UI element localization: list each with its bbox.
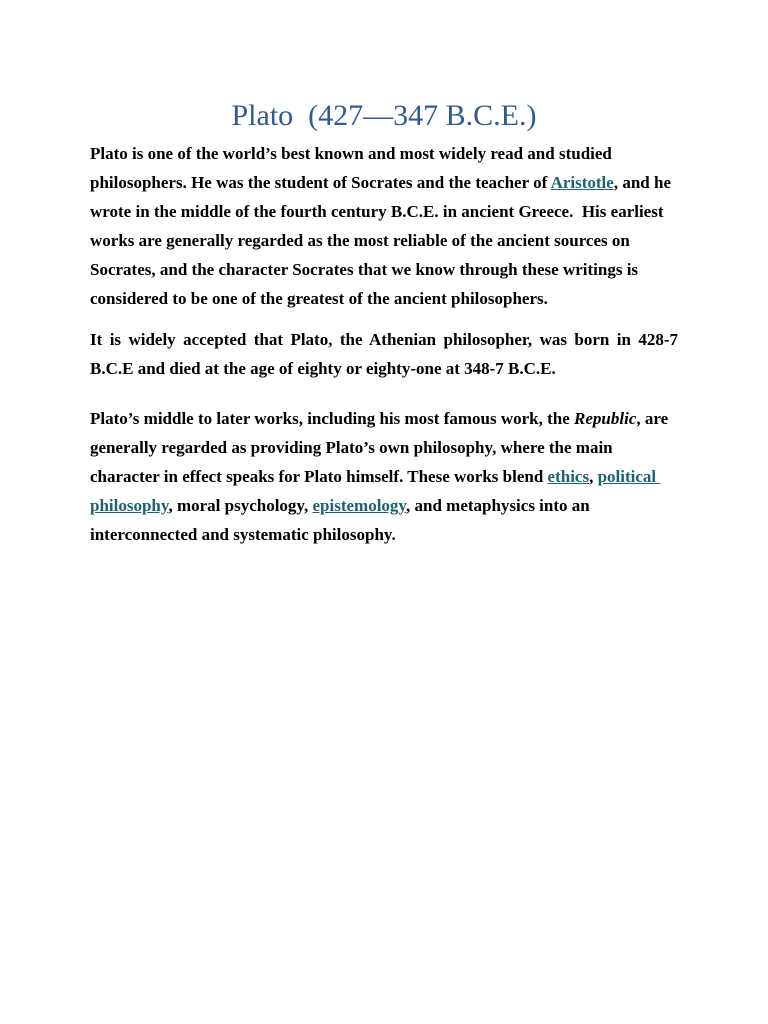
text-run: , xyxy=(589,466,598,486)
text-run: Plato’s middle to later works, including his most famous work, the xyxy=(90,408,575,428)
paragraph-birth-death xyxy=(90,325,683,383)
inline-link-ethics[interactable]: ethics xyxy=(547,466,590,486)
document-body xyxy=(90,139,683,549)
inline-link-aristotle[interactable]: Aristotle xyxy=(550,172,614,192)
paragraph-intro xyxy=(90,139,678,313)
text-run: It is widely accepted that Plato, the Athenian philosopher, was born in 428-7 B.C.E and died at the age of eighty or eighty-one at 348-7 B.C.E. xyxy=(90,329,683,378)
text-run: , and he wrote in the middle of the fourth century B.C.E. in ancient Greece. His earliest works are generally regarded as the most reliable of the ancient sources on Socrates, and the character Socrates that we know through these writings is considered to be one of the greatest of the ancient philosophers. xyxy=(90,172,676,308)
document-title: Plato (427—347 B.C.E.) xyxy=(231,99,537,132)
inline-link-epistemology[interactable]: epistemology xyxy=(312,495,406,515)
paragraph-later-works xyxy=(90,404,678,549)
text-run: , are generally regarded as providing Plato’s own philosophy, where the main character in effect speaks for Plato himself. These works blend xyxy=(90,408,673,486)
inline-link-political-philosophy[interactable]: political philosophy xyxy=(90,466,661,515)
text-run: Plato is one of the world’s best known and most widely read and studied philosophers. He was the student of Socrates and the teacher of xyxy=(90,143,617,192)
text-run: , moral psychology, xyxy=(168,495,313,515)
italic-text: Republic xyxy=(574,408,637,428)
text-run: , and metaphysics into an interconnected and systematic philosophy. xyxy=(90,495,594,544)
